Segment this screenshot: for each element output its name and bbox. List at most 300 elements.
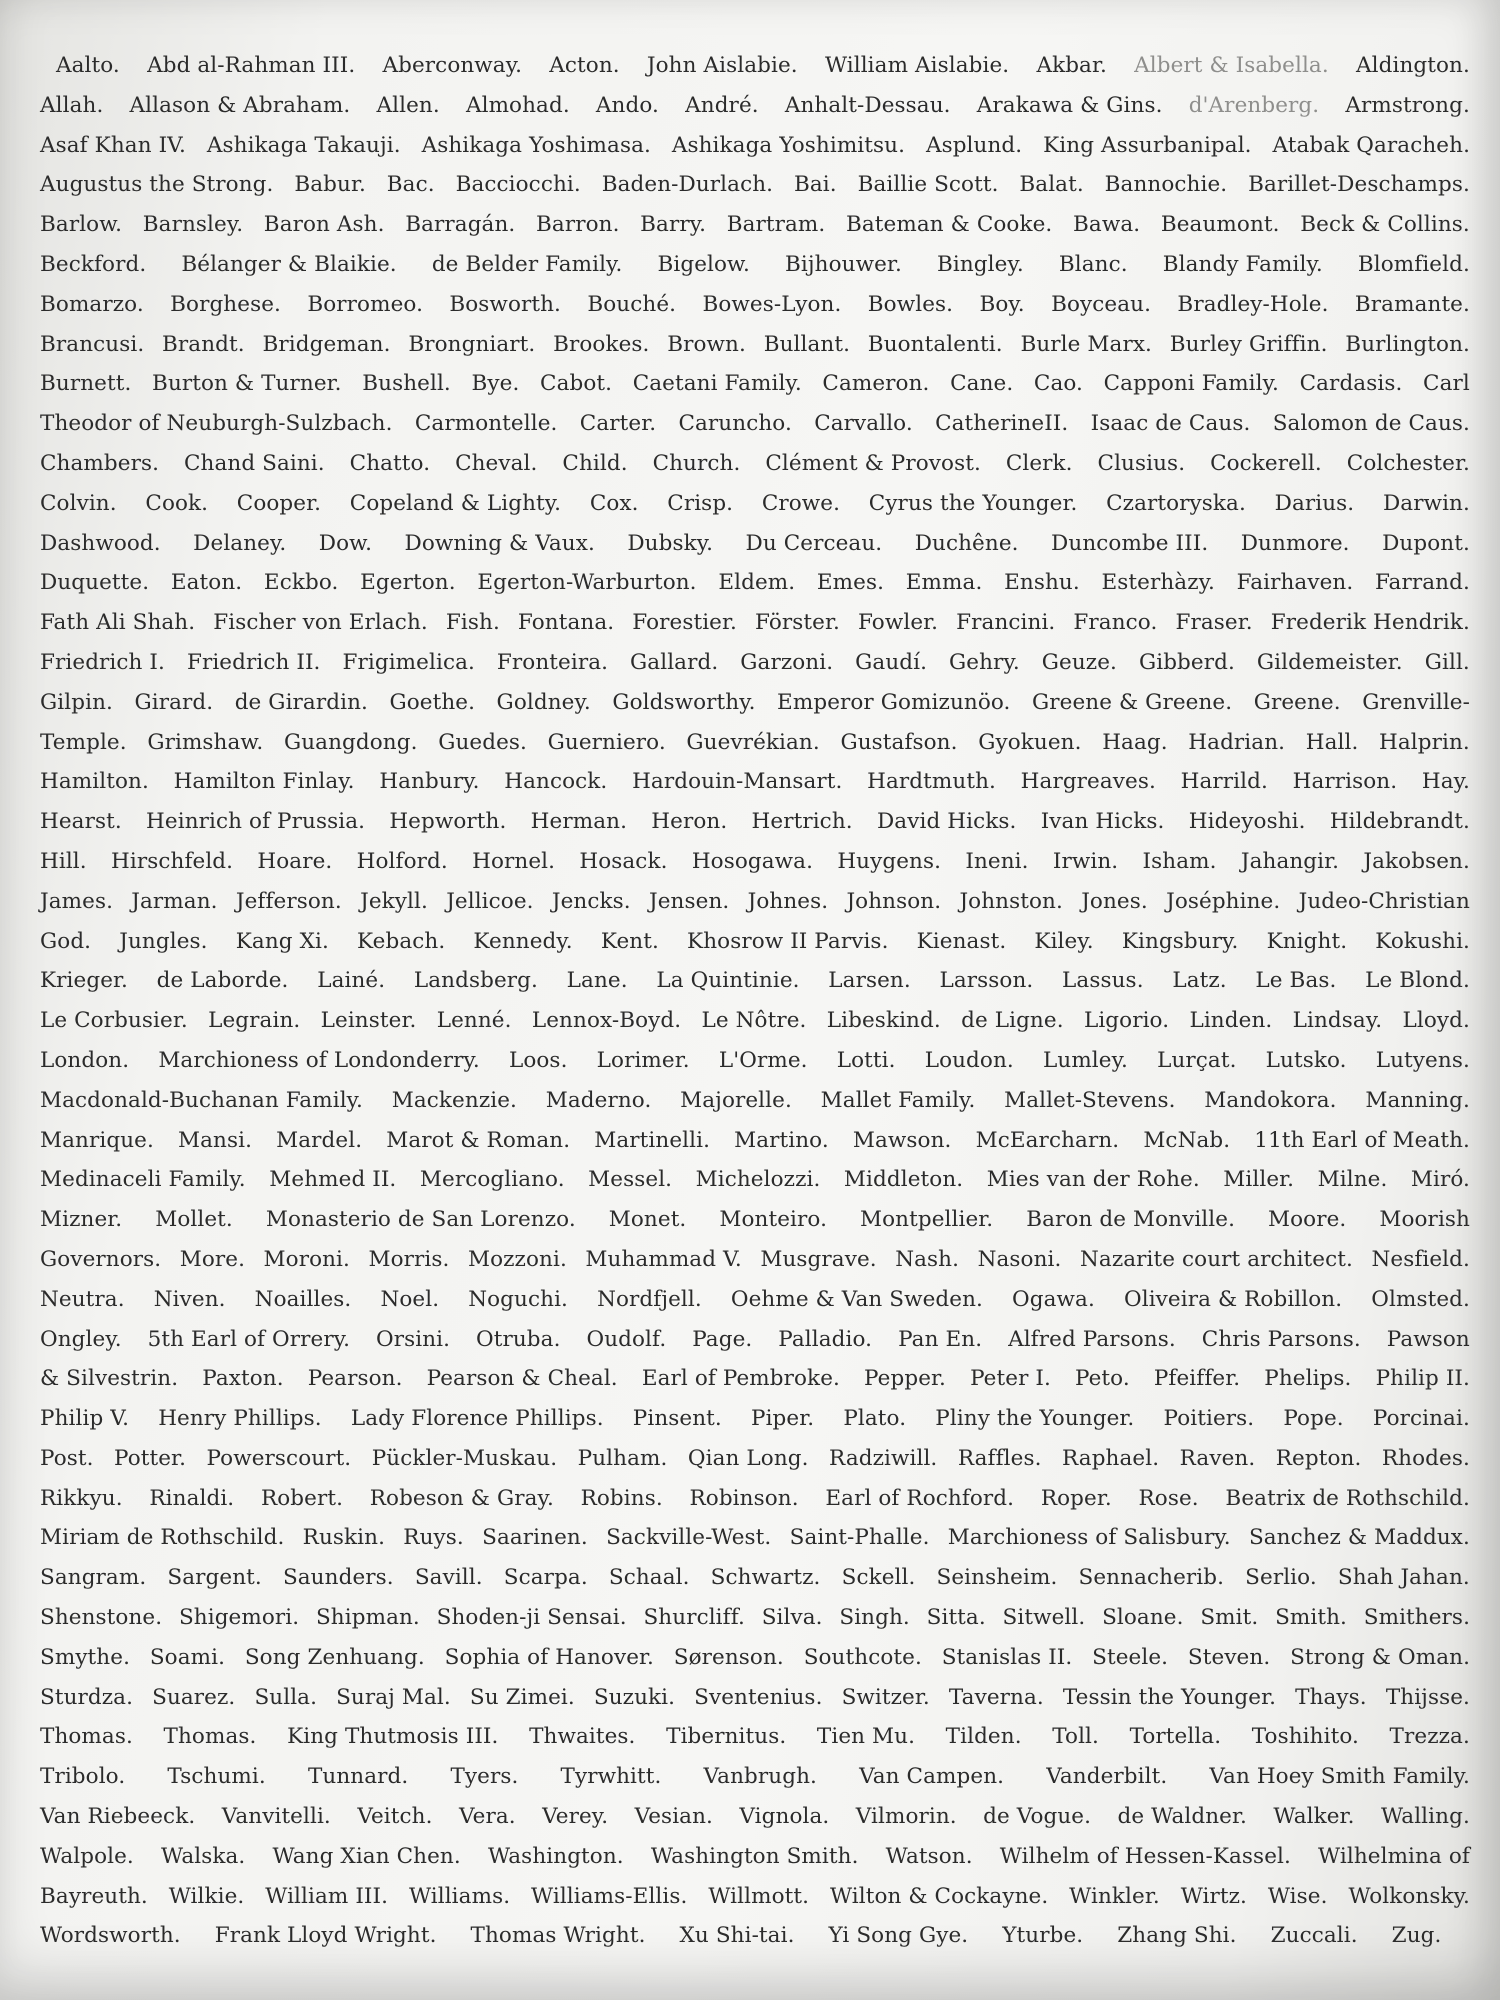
name-entry: Monteiro. bbox=[719, 1207, 827, 1233]
text-line bbox=[40, 205, 1470, 245]
name-entry: Mallet Family. bbox=[820, 1087, 976, 1113]
name-entry: Hill. bbox=[40, 848, 87, 874]
name-entry: Caetani Family. bbox=[632, 371, 802, 397]
name-entry: Majorelle. bbox=[680, 1087, 792, 1113]
name-entry: Sckell. bbox=[841, 1565, 916, 1591]
name-entry: de Belder Family. bbox=[431, 251, 623, 277]
name-entry: Förster. bbox=[755, 610, 840, 636]
name-entry: Raven. bbox=[1179, 1445, 1256, 1471]
name-entry: Nash. bbox=[895, 1246, 960, 1272]
name-entry: Kang Xi. bbox=[235, 928, 329, 954]
name-entry: Jekyll. bbox=[360, 888, 428, 914]
name-entry: Geuze. bbox=[1041, 649, 1117, 675]
name-entry: Brongniart. bbox=[408, 331, 536, 357]
name-entry: Hanbury. bbox=[379, 769, 480, 795]
name-entry: Colvin. bbox=[40, 490, 117, 516]
name-entry: Farrand. bbox=[1375, 570, 1470, 596]
name-entry: Sackville-West. bbox=[606, 1525, 772, 1551]
name-entry: Macdonald-Buchanan Family. bbox=[40, 1087, 363, 1113]
name-entry: Shoden-ji Sensai. bbox=[436, 1605, 627, 1631]
name-entry: Tien Mu. bbox=[816, 1724, 916, 1750]
text-line bbox=[40, 683, 1470, 723]
name-entry: Oudolf. bbox=[586, 1326, 667, 1352]
name-entry: Egerton-Warburton. bbox=[477, 570, 697, 596]
name-entry: Burton & Turner. bbox=[152, 371, 342, 397]
name-entry: Armstrong. bbox=[1345, 92, 1470, 118]
name-entry: Augustus the Strong. bbox=[40, 172, 274, 198]
name-entry: Ineni. bbox=[965, 848, 1029, 874]
name-entry: Ruskin. bbox=[302, 1525, 386, 1551]
name-entry: Caruncho. bbox=[678, 411, 792, 437]
name-entry: Jakobsen. bbox=[1363, 848, 1470, 874]
name-entry: Dashwood. bbox=[40, 530, 161, 556]
name-entry: Gildemeister. bbox=[1256, 649, 1403, 675]
text-line bbox=[40, 723, 1470, 763]
name-entry: Blanc. bbox=[1058, 251, 1128, 277]
name-entry: Chatto. bbox=[349, 450, 431, 476]
name-entry: Trezza. bbox=[1389, 1724, 1470, 1750]
name-entry: Friedrich II. bbox=[186, 649, 321, 675]
name-entry: Sennacherib. bbox=[1078, 1565, 1225, 1591]
name-entry: Barron. bbox=[536, 212, 620, 238]
name-entry: Shipman. bbox=[315, 1605, 420, 1631]
name-entry: Hertrich. bbox=[751, 809, 853, 835]
name-entry: Czartoryska. bbox=[1106, 490, 1246, 516]
name-entry: Watson. bbox=[885, 1843, 973, 1869]
name-entry: Cao. bbox=[1033, 371, 1083, 397]
name-entry: Ando. bbox=[595, 92, 659, 118]
name-entry: Fish. bbox=[445, 610, 500, 636]
name-entry: Hosogawa. bbox=[691, 848, 814, 874]
name-entry: Burlington. bbox=[1345, 331, 1470, 357]
name-entry: 5th Earl of Orrery. bbox=[147, 1326, 351, 1352]
name-entry: Tribolo. bbox=[40, 1764, 126, 1790]
name-entry: Fischer von Erlach. bbox=[213, 610, 428, 636]
name-entry: Su Zimei. bbox=[469, 1684, 575, 1710]
name-entry: Van Hoey Smith Family. bbox=[1209, 1764, 1470, 1790]
name-entry: Temple. bbox=[40, 729, 127, 755]
name-entry: Moore. bbox=[1268, 1207, 1347, 1233]
name-entry: Franco. bbox=[1073, 610, 1158, 636]
name-entry: Allah. bbox=[40, 92, 104, 118]
name-entry: Phelips. bbox=[1264, 1366, 1352, 1392]
name-entry: Clusius. bbox=[1097, 450, 1186, 476]
name-entry: Stanislas II. bbox=[941, 1644, 1073, 1670]
name-entry: Johnston. bbox=[959, 888, 1063, 914]
name-entry: Carvallo. bbox=[814, 411, 913, 437]
text-line bbox=[40, 1359, 1470, 1399]
text-line bbox=[40, 1558, 1470, 1598]
name-entry: Van Campen. bbox=[859, 1764, 1005, 1790]
name-entry: Zuccali. bbox=[1270, 1923, 1358, 1949]
text-line bbox=[40, 882, 1470, 922]
name-entry: Robert. bbox=[260, 1485, 344, 1511]
text-line bbox=[40, 922, 1470, 962]
name-entry: William Aislabie. bbox=[824, 53, 1010, 78]
text-line bbox=[40, 126, 1470, 166]
name-entry: Washington Smith. bbox=[650, 1843, 859, 1869]
name-entry: Judeo-Christian bbox=[1298, 888, 1470, 914]
name-entry: Vanbrugh. bbox=[703, 1764, 817, 1790]
name-entry: Harrild. bbox=[1180, 769, 1268, 795]
name-entry: Switzer. bbox=[841, 1684, 930, 1710]
name-entry: Greene & Greene. bbox=[1032, 689, 1233, 715]
name-entry: Pulham. bbox=[577, 1445, 668, 1471]
name-entry: Emma. bbox=[905, 570, 983, 596]
name-entry: Kent. bbox=[600, 928, 659, 954]
name-entry: Mandokora. bbox=[1204, 1087, 1337, 1113]
name-entry: Rinaldi. bbox=[149, 1485, 235, 1511]
name-entry: Schwartz. bbox=[710, 1565, 821, 1591]
name-entry: London. bbox=[40, 1047, 130, 1073]
name-entry: Almohad. bbox=[465, 92, 570, 118]
name-entry: Eckbo. bbox=[263, 570, 339, 596]
name-entry: Pan En. bbox=[898, 1326, 983, 1352]
name-entry: Burle Marx. bbox=[1020, 331, 1152, 357]
name-entry: Allason & Abraham. bbox=[129, 92, 351, 118]
name-entry: Hardouin-Mansart. bbox=[632, 769, 843, 795]
name-entry: Clément & Provost. bbox=[765, 450, 981, 476]
name-entry: Kennedy. bbox=[473, 928, 573, 954]
name-entry: Libeskind. bbox=[826, 1008, 941, 1034]
name-entry: Gehry. bbox=[949, 649, 1020, 675]
text-line bbox=[40, 643, 1470, 683]
name-entry: Smith. bbox=[1275, 1605, 1347, 1631]
text-line bbox=[40, 1041, 1470, 1081]
name-entry: Carter. bbox=[579, 411, 657, 437]
name-entry: Kokushi. bbox=[1375, 928, 1470, 954]
name-entry: Toll. bbox=[1052, 1724, 1099, 1750]
name-entry: Cooper. bbox=[236, 490, 322, 516]
name-entry: Brown. bbox=[667, 331, 746, 357]
name-entry: Peto. bbox=[1075, 1366, 1130, 1392]
name-entry: Wirtz. bbox=[1180, 1883, 1247, 1909]
name-entry: Verey. bbox=[542, 1804, 609, 1830]
name-entry: Sophia of Hanover. bbox=[444, 1644, 654, 1670]
name-entry: Muhammad V. bbox=[585, 1246, 742, 1272]
text-line bbox=[40, 1757, 1470, 1797]
name-entry: Steele. bbox=[1092, 1644, 1169, 1670]
name-entry: Ashikaga Takauji. bbox=[206, 132, 401, 158]
name-entry: Zug. bbox=[1391, 1923, 1442, 1949]
name-entry: Hoare. bbox=[257, 848, 333, 874]
name-entry: Copeland & Lighty. bbox=[349, 490, 562, 516]
name-entry: Bartram. bbox=[726, 212, 826, 238]
name-entry: Vanvitelli. bbox=[221, 1804, 331, 1830]
name-entry: Suraj Mal. bbox=[336, 1684, 451, 1710]
name-entry: Cardasis. bbox=[1299, 371, 1403, 397]
name-entry: Pope. bbox=[1283, 1406, 1344, 1432]
text-line bbox=[40, 364, 1470, 404]
name-entry: Cane. bbox=[950, 371, 1014, 397]
name-entry: Marchioness of Salisbury. bbox=[947, 1525, 1231, 1551]
name-entry: Thomas Wright. bbox=[470, 1923, 646, 1949]
name-entry: Heron. bbox=[651, 809, 728, 835]
name-entry: Kebach. bbox=[357, 928, 446, 954]
name-entry: Nasoni. bbox=[977, 1246, 1062, 1272]
name-entry: Hideyoshi. bbox=[1188, 809, 1306, 835]
name-entry: Cyrus the Younger. bbox=[868, 490, 1078, 516]
name-entry: Robeson & Gray. bbox=[369, 1485, 554, 1511]
name-entry: Manrique. bbox=[40, 1127, 154, 1153]
name-entry: Goethe. bbox=[389, 689, 476, 715]
name-entry: Le Nôtre. bbox=[701, 1008, 807, 1034]
name-entry: Lutsko. bbox=[1265, 1047, 1347, 1073]
name-entry: Walska. bbox=[160, 1843, 246, 1869]
name-entry: Bayreuth. bbox=[40, 1883, 148, 1909]
name-entry: Bateman & Cooke. bbox=[845, 212, 1053, 238]
name-entry: Walpole. bbox=[40, 1843, 134, 1869]
name-entry: Smythe. bbox=[40, 1644, 131, 1670]
name-entry: Hearst. bbox=[40, 809, 122, 835]
name-entry: Hamilton. bbox=[40, 769, 149, 795]
name-entry: Crisp. bbox=[667, 490, 734, 516]
name-entry: Jones. bbox=[1081, 888, 1148, 914]
name-entry: Esterhàzy. bbox=[1101, 570, 1215, 596]
name-entry: Loos. bbox=[508, 1047, 568, 1073]
name-entry: Beaumont. bbox=[1160, 212, 1280, 238]
name-entry: Fowler. bbox=[857, 610, 939, 636]
name-entry: Thijsse. bbox=[1385, 1684, 1470, 1710]
name-entry: Bélanger & Blaikie. bbox=[181, 251, 397, 277]
name-entry: Church. bbox=[652, 450, 741, 476]
name-entry: Rikkyu. bbox=[40, 1485, 123, 1511]
name-entry: Blomfield. bbox=[1357, 251, 1470, 277]
name-entry: 11th Earl of Meath. bbox=[1254, 1127, 1470, 1153]
name-entry: Linden. bbox=[1189, 1008, 1273, 1034]
name-entry: Lindsay. bbox=[1292, 1008, 1383, 1034]
name-entry: Sitta. bbox=[926, 1605, 986, 1631]
name-entry: Ongley. bbox=[40, 1326, 122, 1352]
name-entry: Bacciocchi. bbox=[455, 172, 581, 198]
name-entry: Xu Shi-tai. bbox=[679, 1923, 795, 1949]
name-entry: Potter. bbox=[114, 1445, 187, 1471]
name-entry: Walker. bbox=[1273, 1804, 1355, 1830]
text-line bbox=[40, 1797, 1470, 1837]
name-entry: Sulla. bbox=[254, 1684, 318, 1710]
name-entry: Oehme & Van Sweden. bbox=[730, 1286, 983, 1312]
name-entry: Aalto. bbox=[56, 53, 120, 78]
name-entry: Tschumi. bbox=[167, 1764, 266, 1790]
name-entry: Cox. bbox=[589, 490, 639, 516]
name-entry: Rose. bbox=[1138, 1485, 1199, 1511]
name-entry: Bowles. bbox=[867, 291, 954, 317]
name-entry: More. bbox=[179, 1246, 246, 1272]
name-entry: Hildebrandt. bbox=[1329, 809, 1470, 835]
text-line bbox=[40, 1638, 1470, 1678]
text-line bbox=[40, 1320, 1470, 1360]
name-entry: Girard. bbox=[134, 689, 214, 715]
name-entry: Bowes-Lyon. bbox=[702, 291, 842, 317]
name-entry: Song Zenhuang. bbox=[244, 1644, 425, 1670]
name-entry: Michelozzi. bbox=[695, 1167, 821, 1193]
name-entry: Irwin. bbox=[1052, 848, 1119, 874]
name-entry: Willmott. bbox=[708, 1883, 810, 1909]
name-entry: Sanchez & Maddux. bbox=[1248, 1525, 1470, 1551]
name-entry: McNab. bbox=[1143, 1127, 1231, 1153]
name-entry: Lassus. bbox=[1062, 968, 1144, 994]
name-entry: Egerton. bbox=[360, 570, 456, 596]
name-entry: Miriam de Rothschild. bbox=[40, 1525, 285, 1551]
name-entry: Guerniero. bbox=[547, 729, 666, 755]
name-entry: Johnson. bbox=[846, 888, 942, 914]
name-entry: Singh. bbox=[839, 1605, 910, 1631]
name-entry: Beckford. bbox=[40, 251, 147, 277]
name-entry: Lainé. bbox=[317, 968, 386, 994]
name-entry: Pfeiffer. bbox=[1153, 1366, 1241, 1392]
name-entry: Hornel. bbox=[472, 848, 556, 874]
name-entry: Tilden. bbox=[945, 1724, 1022, 1750]
name-entry: Noguchi. bbox=[468, 1286, 568, 1312]
name-entry: Robinson. bbox=[689, 1485, 799, 1511]
name-entry: Hirschfeld. bbox=[111, 848, 234, 874]
name-entry: Manning. bbox=[1365, 1087, 1470, 1113]
text-line bbox=[40, 165, 1470, 205]
name-entry: Bac. bbox=[386, 172, 435, 198]
name-entry: Asaf Khan IV. bbox=[40, 132, 186, 158]
name-entry: Nordfjell. bbox=[597, 1286, 702, 1312]
name-entry: Bomarzo. bbox=[40, 291, 144, 317]
name-entry: Carmontelle. bbox=[414, 411, 558, 437]
name-entry: Sloane. bbox=[1102, 1605, 1184, 1631]
name-entry: Baden-Durlach. bbox=[601, 172, 774, 198]
name-entry: Fairhaven. bbox=[1236, 570, 1354, 596]
text-line bbox=[40, 1280, 1470, 1320]
text-line bbox=[40, 46, 1470, 86]
name-entry: James. bbox=[40, 888, 114, 914]
name-entry: de Laborde. bbox=[156, 968, 289, 994]
name-entry: Holford. bbox=[356, 848, 448, 874]
name-entry: Vesian. bbox=[634, 1804, 713, 1830]
name-entry: Frank Lloyd Wright. bbox=[214, 1923, 437, 1949]
name-entry: Mardel. bbox=[276, 1127, 363, 1153]
text-line bbox=[40, 1837, 1470, 1877]
name-entry: Delaney. bbox=[193, 530, 287, 556]
text-line bbox=[40, 404, 1470, 444]
name-entry: Frederik Hendrik. bbox=[1270, 610, 1470, 636]
name-entry: Monet. bbox=[608, 1207, 687, 1233]
name-entry: Oliveira & Robillon. bbox=[1124, 1286, 1343, 1312]
name-entry: Eaton. bbox=[170, 570, 243, 596]
name-entry: Miró. bbox=[1410, 1167, 1470, 1193]
text-line bbox=[40, 245, 1470, 285]
name-entry: Jefferson. bbox=[235, 888, 342, 914]
name-entry: Theodor of Neuburgh-Sulzbach. bbox=[40, 411, 393, 437]
name-entry: Schaal. bbox=[608, 1565, 690, 1591]
name-entry: Lotti. bbox=[836, 1047, 896, 1073]
name-entry: Hardtmuth. bbox=[867, 769, 996, 795]
name-entry: Wang Xian Chen. bbox=[272, 1843, 461, 1869]
name-entry: Noailles. bbox=[254, 1286, 352, 1312]
name-entry: Post. bbox=[40, 1445, 94, 1471]
name-entry: Cheval. bbox=[455, 450, 538, 476]
name-entry: Middleton. bbox=[843, 1167, 964, 1193]
name-entry: Bullant. bbox=[763, 331, 851, 357]
name-entry: Montpellier. bbox=[860, 1207, 994, 1233]
text-line bbox=[40, 1518, 1470, 1558]
name-entry: Hadrian. bbox=[1188, 729, 1286, 755]
name-entry: Philip II. bbox=[1375, 1366, 1470, 1392]
name-entry: Milne. bbox=[1317, 1167, 1388, 1193]
name-entry: Hall. bbox=[1305, 729, 1359, 755]
name-entry: Silva. bbox=[761, 1605, 823, 1631]
name-entry: Guedes. bbox=[438, 729, 527, 755]
name-entry: Fath Ali Shah. bbox=[40, 610, 196, 636]
name-entry: McEarcharn. bbox=[975, 1127, 1120, 1153]
name-entry: Tyers. bbox=[450, 1764, 519, 1790]
name-entry: Walling. bbox=[1380, 1804, 1470, 1830]
name-entry: Asplund. bbox=[925, 132, 1023, 158]
name-entry: Barnsley. bbox=[142, 212, 244, 238]
name-entry: Garzoni. bbox=[740, 649, 834, 675]
name-entry: Neutra. bbox=[40, 1286, 125, 1312]
name-entry: Boy. bbox=[979, 291, 1025, 317]
name-entry: Lumley. bbox=[1043, 1047, 1128, 1073]
name-entry: Bannochie. bbox=[1104, 172, 1228, 198]
name-entry: Gill. bbox=[1424, 649, 1470, 675]
name-entry: Wilkie. bbox=[168, 1883, 245, 1909]
name-entry: Pückler-Muskau. bbox=[371, 1445, 558, 1471]
name-entry: Bigelow. bbox=[657, 251, 750, 277]
name-entry: Winkler. bbox=[1069, 1883, 1160, 1909]
name-entry: Yturbe. bbox=[1002, 1923, 1084, 1949]
name-entry: Clerk. bbox=[1005, 450, 1073, 476]
text-line bbox=[40, 1001, 1470, 1041]
name-entry: Akbar. bbox=[1036, 53, 1107, 78]
name-entry: Ligorio. bbox=[1083, 1008, 1170, 1034]
name-entry: Marot & Roman. bbox=[386, 1127, 571, 1153]
name-entry: Wolkonsky. bbox=[1348, 1883, 1470, 1909]
name-entry: Pepper. bbox=[864, 1366, 946, 1392]
name-entry: Saint-Phalle. bbox=[789, 1525, 930, 1551]
text-line bbox=[40, 325, 1470, 365]
name-entry: Landsberg. bbox=[413, 968, 538, 994]
name-entry: Forestier. bbox=[632, 610, 737, 636]
name-entry: Mansi. bbox=[178, 1127, 253, 1153]
name-entry: Ashikaga Yoshimasa. bbox=[421, 132, 651, 158]
name-entry: Bosworth. bbox=[449, 291, 561, 317]
name-entry: Harrison. bbox=[1292, 769, 1398, 795]
name-entry: Babur. bbox=[294, 172, 366, 198]
name-entry: Greene. bbox=[1253, 689, 1341, 715]
name-entry: Colchester. bbox=[1346, 450, 1470, 476]
name-entry: Lorimer. bbox=[596, 1047, 690, 1073]
name-entry: Buontalenti. bbox=[867, 331, 1003, 357]
name-entry: Rhodes. bbox=[1381, 1445, 1470, 1471]
name-entry: Capponi Family. bbox=[1103, 371, 1279, 397]
name-entry: Mollet. bbox=[155, 1207, 233, 1233]
name-entry: Hancock. bbox=[504, 769, 608, 795]
name-entry: Orsini. bbox=[376, 1326, 451, 1352]
name-entry: Porcinai. bbox=[1372, 1406, 1470, 1432]
name-entry: Palladio. bbox=[778, 1326, 873, 1352]
name-entry: Mies van der Rohe. bbox=[986, 1167, 1200, 1193]
text-line bbox=[40, 842, 1470, 882]
name-entry: Lurçat. bbox=[1157, 1047, 1237, 1073]
name-entry: Acton. bbox=[549, 53, 620, 78]
name-entry: Shah Jahan. bbox=[1337, 1565, 1470, 1591]
name-entry: Krieger. bbox=[40, 968, 128, 994]
name-entry: Pinsent. bbox=[632, 1406, 722, 1432]
name-entry: Piper. bbox=[751, 1406, 815, 1432]
name-entry: Radziwill. bbox=[829, 1445, 938, 1471]
name-entry: Hosack. bbox=[579, 848, 668, 874]
name-entry: Saarinen. bbox=[482, 1525, 588, 1551]
name-entry: Jarman. bbox=[131, 888, 218, 914]
text-line bbox=[40, 1479, 1470, 1519]
text-line bbox=[40, 1121, 1470, 1161]
name-entry: Ogawa. bbox=[1012, 1286, 1095, 1312]
